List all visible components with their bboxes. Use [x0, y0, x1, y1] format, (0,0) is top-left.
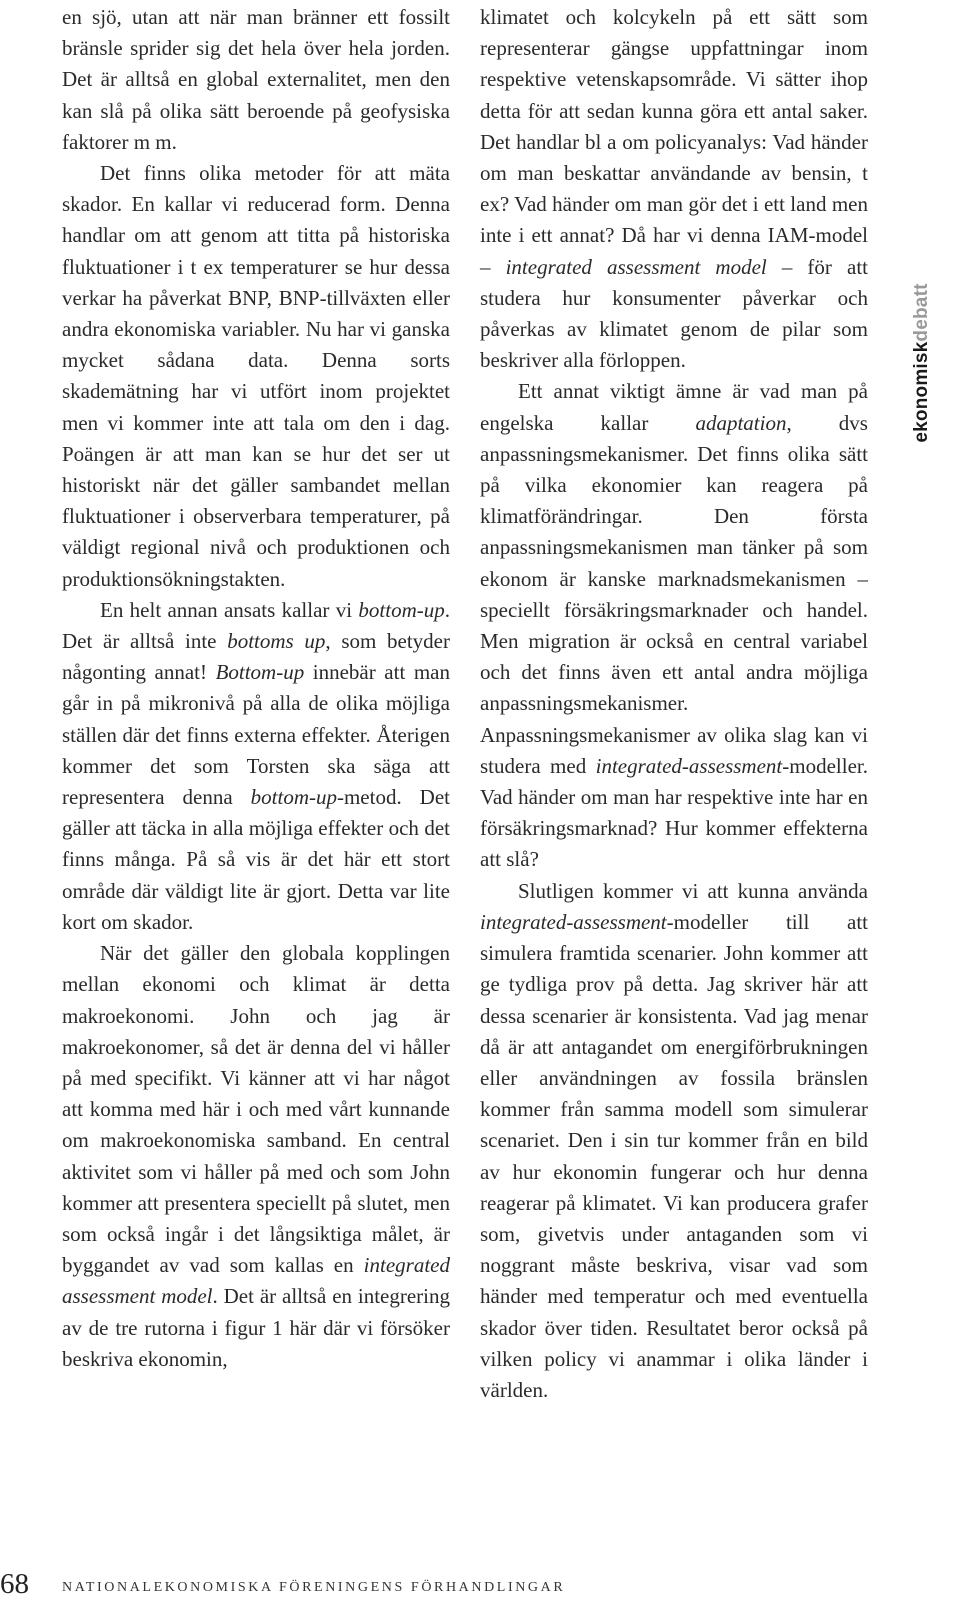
- paragraph: En helt annan ansats kallar vi bottom-up. Det är alltså inte bottoms up, som betyder någonting annat! Bottom-up innebär att man går in på mikronivå på alla de olika möjliga ställen där det finns externa effekter. Återigen kommer det som Torsten ska säga att representera denna bottom-up-metod. Det gäller att täcka in alla möjliga effekter och det finns många. På så vis är det här ett stort område där väldigt lite är gjort. Detta var lite kort om skador.: [62, 597, 450, 934]
- article-column-right: [480, 2, 868, 1406]
- article-column-left: [62, 2, 450, 1375]
- paragraph: När det gäller den globala kopplingen mellan ekonomi och klimat är detta makroekonomi. John och jag är makroekonomer, så det är denna del vi håller på med specifikt. Vi känner att vi har något att komma med här i och med vårt kunnande om makroekonomiska samband. En central aktivitet som vi håller på med och som John kommer att presentera speciellt på slutet, men som också ingår i det långsiktiga målet, är byggandet av vad som kallas en integrated assessment model. Det är alltså en integrering av de tre rutorna i figur 1 här där vi försöker beskriva ekonomin,: [62, 941, 451, 1371]
- paragraph: klimatet och kolcykeln på ett sätt som representerar gängse uppfattningar inom respektive vetenskapsområde. Vi sätter ihop detta för att sedan kunna göra ett antal saker. Det handlar bl a om policyanalys: Vad händer om man beskattar användande av bensin, t ex? Vad händer om man gör det i ett land men inte i ett annat? Då har vi denna IAM-model – integrated assessment model – för att studera hur konsumenter påverkar och påverkas av klimatet genom de pilar som beskriver alla förloppen.: [480, 5, 868, 373]
- paragraph: Det finns olika metoder för att mäta skador. En kallar vi reducerad form. Denna handlar om att genom att titta på historiska fluktuationer i t ex temperaturer se hur dessa verkar ha påverkat BNP, BNP-tillväxten eller andra ekonomiska variabler. Nu har vi ganska mycket sådana data. Denna sorts skademätning har vi utfört inom projektet men vi kommer inte att tala om den i dag. Poängen är att man kan se hur det ser ut historiskt när det gäller sambandet mellan fluktuationer i observerbara temperaturer, på väldigt regional nivå och produktionen och produktionsökningstakten.: [62, 161, 450, 591]
- journal-title: NATIONALEKONOMISKA FÖRENINGENS FÖRHANDLINGAR: [62, 1580, 566, 1595]
- section-label-text: [911, 283, 933, 442]
- paragraph: Ett annat viktigt ämne är vad man på engelska kallar adaptation, dvs anpassningsmekanismer. Det finns olika sätt på vilka ekonomier kan reagera på klimatförändringar. Den första anpassningsmekanismen man tänker på som ekonom är kanske marknadsmekanismen – speciellt försäkringsmarknader och handel. Men migration är också en central variabel och det finns även ett antal andra möjliga anpassningsmekanismer. Anpassningsmekanismer av olika slag kan vi studera med integrated-assessment-modeller. Vad händer om man har respektive inte har en försäkringsmarknad? Hur kommer effekterna att slå?: [480, 379, 868, 872]
- section-label: [908, 268, 936, 458]
- paragraph: en sjö, utan att när man bränner ett fossilt bränsle sprider sig det hela över hela jorden. Det är alltså en global externalitet, men den kan slå på olika sätt beroende på geofysiska faktorer m m.: [62, 5, 450, 154]
- paragraph: Slutligen kommer vi att kunna använda integrated-assessment-modeller till att simulera framtida scenarier. John kommer att ge tydliga prov på detta. Jag skriver här att dessa scenarier är konsistenta. Vad jag menar då är att antagandet om energiförbrukningen eller användningen av fossila bränslen kommer från samma modell som simulerar scenariet. Den i sin tur kommer från en bild av hur ekonomin fungerar och hur denna reagerar på klimatet. Vi kan producera grafer som, givetvis under antaganden som vi noggrant måste beskriva, visar vad som händer med temperatur och med eventuella skador över tiden. Resultatet beror också på vilken policy vi anammar i olika länder i världen.: [480, 878, 868, 1402]
- page-footer: [0, 1568, 960, 1622]
- section-label-word1: ekonomisk: [911, 341, 932, 443]
- page-number: 68: [0, 1568, 29, 1600]
- section-label-word2: debatt: [911, 283, 932, 342]
